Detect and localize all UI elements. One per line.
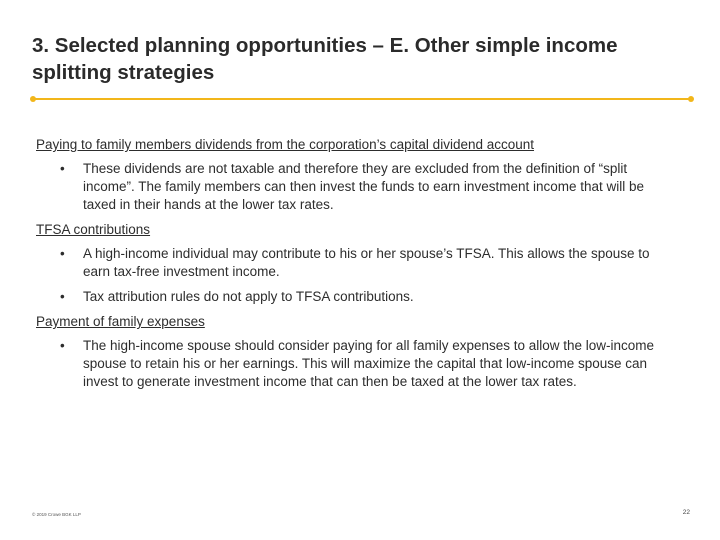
bullet-text: Tax attribution rules do not apply to TFSA contributions. — [83, 289, 414, 304]
divider-left-dot — [30, 96, 36, 102]
bullet-icon: • — [60, 338, 65, 353]
section-heading: TFSA contributions — [36, 222, 151, 237]
bullet-list — [36, 245, 684, 306]
slide-title: 3. Selected planning opportunities – E. Other simple income splitting strategies — [32, 34, 618, 84]
bullet-icon: • — [60, 289, 65, 304]
bullet-item — [36, 160, 673, 214]
bullet-item — [36, 337, 673, 391]
section-family-expenses — [36, 313, 684, 391]
slide-body — [36, 136, 684, 398]
bullet-icon: • — [60, 246, 65, 261]
footer-copyright: © 2019 Crowe BGK LLP — [32, 512, 81, 517]
bullet-text: A high-income individual may contribute to his or her spouse’s TFSA. This allows the spouse to earn tax-free investment income. — [83, 246, 650, 279]
divider-right-dot — [688, 96, 694, 102]
bullet-item — [36, 245, 673, 281]
bullet-item — [36, 288, 673, 306]
bullet-text: These dividends are not taxable and therefore they are excluded from the definition of “split income”. The family members can then invest the funds to earn investment income that will be taxed in their hands at the lower tax rates. — [83, 161, 645, 212]
bullet-list — [36, 337, 684, 391]
bullet-text: The high-income spouse should consider paying for all family expenses to allow the low-income spouse to retain his or her earnings. This will maximize the capital that low-income spouse can invest to generate investment income that can then be taxed at the lower tax rates. — [83, 338, 655, 389]
section-heading: Payment of family expenses — [36, 314, 205, 329]
page-number: 22 — [682, 509, 690, 516]
bullet-list — [36, 160, 684, 214]
section-tfsa — [36, 221, 684, 306]
bullet-icon: • — [60, 161, 65, 176]
section-heading: Paying to family members dividends from the corporation’s capital dividend account — [36, 137, 535, 152]
section-capital-dividend — [36, 136, 684, 214]
title-divider — [32, 98, 692, 100]
